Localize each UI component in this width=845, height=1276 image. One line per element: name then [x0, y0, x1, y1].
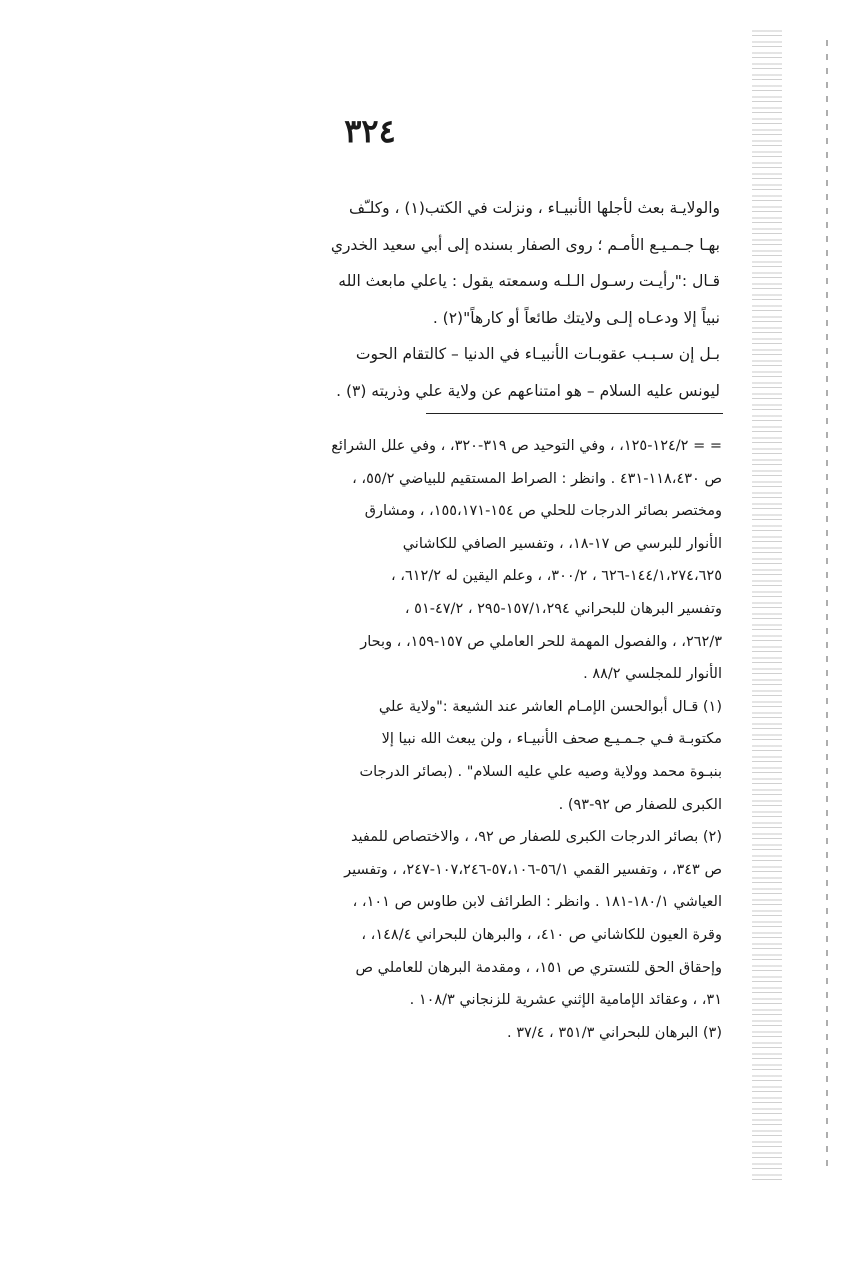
- footnotes: [150, 430, 722, 1049]
- footnote-line: مكتوبـة فـي جـمـيـع صحف الأنبيـاء ، ولن يبعث الله نبيا إلا: [381, 731, 722, 748]
- footnote-line: ٢٦٢/٣، ، والفصول المهمة للحر العاملي ص ١٥٧-١٥٩، ، وبحار: [360, 633, 722, 650]
- footnote-line: ص ٣٤٣، ، وتفسير القمي ٥٦/١-٥٧،١٠٦-١٠٧،٢٤٦-٢٤٧، ، وتفسير: [344, 861, 722, 878]
- footnote-line: ١٤٤/١،٢٧٤،٦٢٥-٦٢٦ ، ٣٠٠/٢، ، وعلم اليقين له ٦١٢/٢، ،: [390, 568, 722, 585]
- footnote-line: (٢) بصائر الدرجات الكبرى للصفار ص ٩٢، ، والاختصاص للمفيد: [350, 829, 722, 846]
- footnote-line: بنبـوة محمد وولاية وصيه علي عليه السلام" . (بصائر الدرجات: [359, 763, 722, 780]
- footnote-line: الأنوار للبرسي ص ١٧-١٨، ، وتفسير الصافي للكاشاني: [402, 535, 722, 552]
- footnote-line: ومختصر بصائر الدرجات للحلي ص ١٥٤-١٥٥،١٧١، ، ومشارق: [364, 503, 722, 520]
- page-number: ٣٢٤: [344, 112, 396, 150]
- footnote-line: (٣) البرهان للبحراني ٣٥١/٣ ، ٣٧/٤ .: [506, 1024, 722, 1041]
- footnote-line: وإحقاق الحق للتستري ص ١٥١، ، ومقدمة البرهان للعاملي ص: [355, 959, 722, 976]
- scan-binding-edge: [752, 30, 782, 1180]
- footnote-separator: [426, 413, 723, 414]
- footnote-line: وقرة العيون للكاشاني ص ٤١٠، ، والبرهان للبحراني ١٤٨/٤، ،: [361, 926, 722, 943]
- body-text: [150, 190, 720, 409]
- footnote-line: الأنوار للمجلسي ٨٨/٢ .: [583, 666, 722, 683]
- scan-edge-line: [826, 40, 828, 1170]
- footnote-line: وتفسير البرهان للبحراني ١٥٧/١،٢٩٤-٢٩٥ ، ٤٧/٢-٥١ ،: [404, 600, 722, 617]
- body-line: بهـا جـمـيـع الأمـم ؛ روى الصفار بسنده إلى أبي سعيد الخدري: [330, 235, 720, 254]
- footnote-line: ٣١، ، وعقائد الإمامية الإثني عشرية للزنجاني ١٠٨/٣ .: [409, 992, 722, 1009]
- body-line: نبياً إلا ودعـاه إلـى ولايتك طائعاً أو كارهاً"(٢) .: [432, 308, 720, 327]
- body-line: بـل إن سـبـب عقوبـات الأنبيـاء في الدنيا – كالتقام الحوت: [355, 345, 720, 363]
- footnote-line: ص ١١٨،٤٣٠-٤٣١ . وانظر : الصراط المستقيم للبياضي ٥٥/٢، ،: [352, 470, 722, 487]
- footnote-line: = = ١٢٤/٢-١٢٥، ، وفي التوحيد ص ٣١٩-٣٢٠، ، وفي علل الشرائع: [331, 438, 722, 454]
- body-line: ليونس عليه السلام – هو امتناعهم عن ولاية علي وذريته (٣) .: [336, 381, 720, 400]
- footnote-line: العياشي ١٨٠/١-١٨١ . وانظر : الطرائف لابن طاوس ص ١٠١، ،: [352, 894, 722, 911]
- footnote-line: (١) قـال أبوالحسن الإمـام العاشر عند الشيعة :"ولاية علي: [378, 698, 722, 715]
- body-line: والولايـة بعث لأجلها الأنبيـاء ، ونزلت في الكتب(١) ، وكلـّف: [348, 199, 720, 217]
- body-line: قـال :"رأيـت رسـول الـلـه وسمعته يقول : ياعلي مابعث الله: [338, 272, 720, 290]
- footnote-line: الكبرى للصفار ص ٩٢-٩٣) .: [558, 796, 722, 813]
